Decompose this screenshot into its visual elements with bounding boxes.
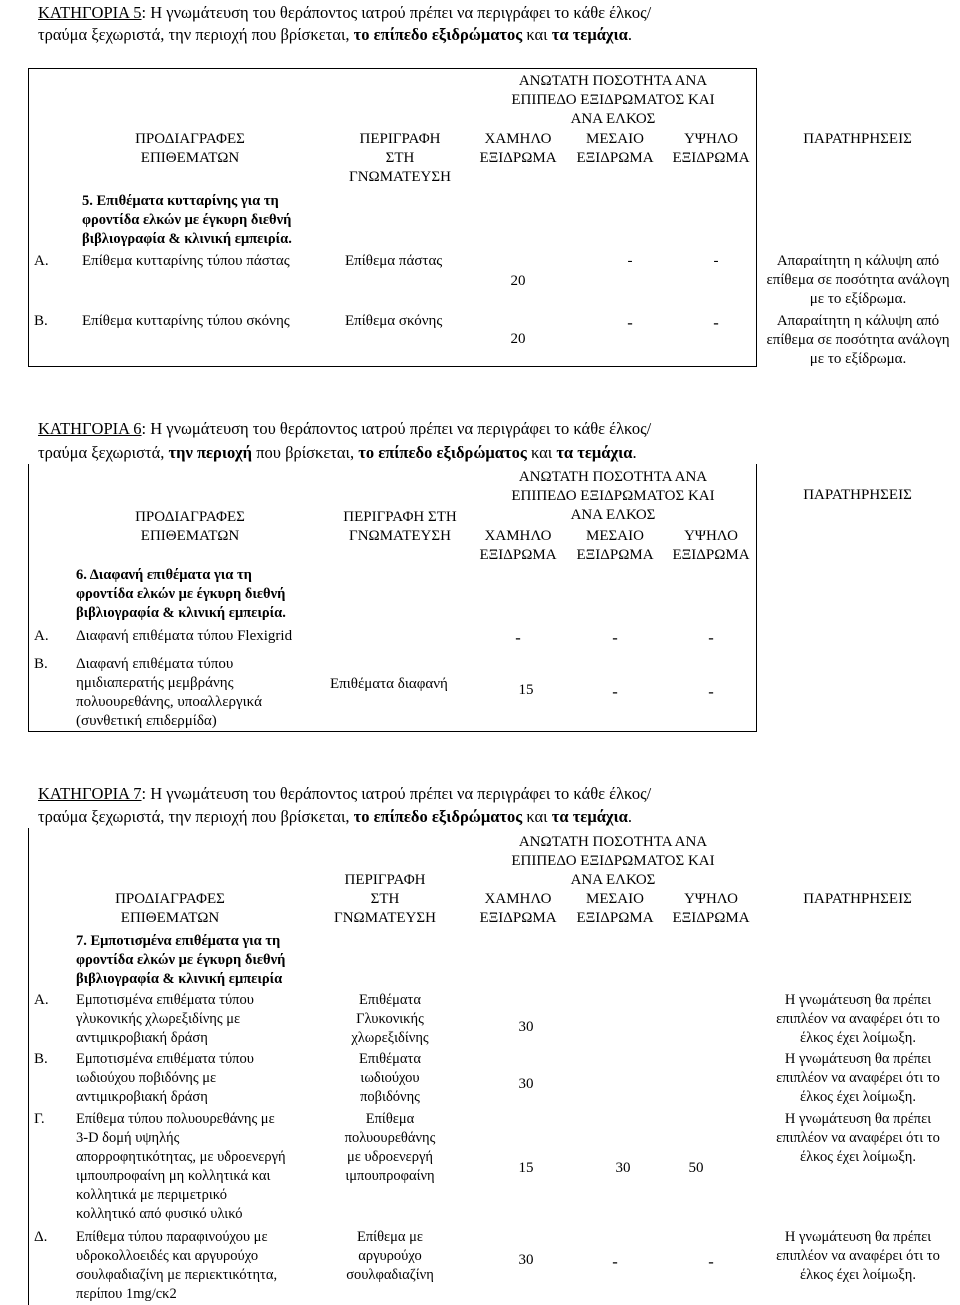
cat7-rowD-mid: - <box>612 1252 618 1271</box>
cat7-rowA-low: 30 <box>518 1019 534 1035</box>
cat7-desc-header: ΠΕΡΙΓΡΑΦΗ ΣΤΗ ΓΝΩΜΑΤΕΥΣΗ <box>334 872 436 926</box>
cat7-low-header: ΧΑΜΗΛΟ ΕΞΙΔΡΩΜΑ <box>479 891 557 926</box>
cat7-mid-header: ΜΕΣΑΙΟ ΕΞΙΔΡΩΜΑ <box>576 891 654 926</box>
cat7-rowB-spec: Εμποτισμένα επιθέματα τύπου ιωδιούχου ποβιδόνης με αντιμικροβιακή δράση <box>76 1051 254 1105</box>
cat7-rowC-low: 15 <box>518 1160 534 1176</box>
cat7-rowA-remarks: Η γνωμάτευση θα πρέπει επιπλέον να αναφέρει ότι το έλκος έχει λοίμωξη. <box>776 992 940 1046</box>
cat5-rowA-spec: Επίθεμα κυτταρίνης τύπου πάστας <box>82 253 290 269</box>
cat6-group: 6. Διαφανή επιθέματα για τη φροντίδα ελκών με έγκυρη διεθνή βιβλιογραφία & κλινική εμπειρία. <box>76 567 286 621</box>
cat7-rowC-remarks: Η γνωμάτευση θα πρέπει επιπλέον να αναφέρει ότι το έλκος έχει λοίμωξη. <box>776 1111 940 1165</box>
cat7-rowD-low: 30 <box>518 1252 534 1268</box>
cat6-low-header: ΧΑΜΗΛΟ ΕΞΙΔΡΩΜΑ <box>479 528 557 563</box>
cat7-rowB-letter: Β. <box>34 1051 48 1067</box>
cat6-rowA-spec: Διαφανή επιθέματα τύπου Flexigrid <box>76 628 293 644</box>
cat6-rowB-high: - <box>708 682 714 701</box>
cat5-heading: ΚΑΤΗΓΟΡΙΑ 5: Η γνωμάτευση του θεράποντος ιατρού πρέπει να περιγράφει το κάθε έλκος/ <box>38 3 652 22</box>
cat5-rowA-letter: Α. <box>34 253 49 269</box>
cat7-rowC-desc: Επίθεμα πολυουρεθάνης με υδροενεργή ιμπουπροφαίνη <box>344 1111 436 1184</box>
cat5-max-header: ΑΝΩΤΑΤΗ ΠΟΣΟΤΗΤΑ ΑΝΑ ΕΠΙΠΕΔΟ ΕΞΙΔΡΩΜΑΤΟΣ ΚΑΙ ΑΝΑ ΕΛΚΟΣ <box>511 73 715 127</box>
cat5-heading-line2: τραύμα ξεχωριστά, την περιοχή που βρίσκεται, το επίπεδο εξιδρώματος και τα τεμάχια. <box>38 25 632 44</box>
cat7-heading: ΚΑΤΗΓΟΡΙΑ 7: Η γνωμάτευση του θεράποντος ιατρού πρέπει να περιγράφει το κάθε έλκος/ <box>38 784 652 803</box>
cat7-max-header: ΑΝΩΤΑΤΗ ΠΟΣΟΤΗΤΑ ΑΝΑ ΕΠΙΠΕΔΟ ΕΞΙΔΡΩΜΑΤΟΣ ΚΑΙ ΑΝΑ ΕΛΚΟΣ <box>511 834 715 888</box>
cat5-rowA-low: 20 <box>510 273 526 289</box>
cat7-rowD-high: - <box>708 1252 714 1271</box>
cat5-rowA-mid: - <box>627 253 633 269</box>
cat7-group: 7. Εμποτισμένα επιθέματα για τη φροντίδα ελκών με έγκυρη διεθνή βιβλιογραφία & κλινική εμπειρία <box>76 933 286 987</box>
cat5-rowB-letter: Β. <box>34 313 48 329</box>
cat5-rowB-mid: - <box>627 313 633 332</box>
cat7-rowD-spec: Επίθεμα τύπου παραφινούχου με υδροκολλοειδές και αργυρούχο σουλφαδιαζίνη με περιεκτικότητα, περίπου 1mg/cκ2 <box>76 1229 278 1302</box>
cat7-heading-line2: τραύμα ξεχωριστά, την περιοχή που βρίσκεται, το επίπεδο εξιδρώματος και τα τεμάχια. <box>38 807 632 826</box>
cat5-spec-header: ΠΡΟΔΙΑΓΡΑΦΕΣ ΕΠΙΘΕΜΑΤΩΝ <box>135 131 245 166</box>
cat5-rowA-remarks: Απαραίτητη η κάλυψη από επίθεμα σε ποσότητα ανάλογη με το εξίδρωμα. <box>766 253 950 307</box>
cat6-rowB-letter: Β. <box>34 656 48 672</box>
cat7-rowB-desc: Επιθέματα ιωδιούχου ποβιδόνης <box>359 1051 421 1105</box>
cat5-rowA-desc: Επίθεμα πάστας <box>345 253 443 269</box>
cat7-rowC-high: 50 <box>688 1160 704 1176</box>
cat5-remarks-header: ΠΑΡΑΤΗΡΗΣΕΙΣ <box>803 131 912 147</box>
cat7-rowD-letter: Δ. <box>34 1229 48 1245</box>
cat6-rowB-mid: - <box>612 682 618 701</box>
cat7-spec-header: ΠΡΟΔΙΑΓΡΑΦΕΣ ΕΠΙΘΕΜΑΤΩΝ <box>115 891 225 926</box>
cat6-rowA-letter: Α. <box>34 628 49 644</box>
cat6-rowA-low: - <box>515 628 521 647</box>
cat7-rowC-mid: 30 <box>615 1160 631 1176</box>
cat5-rowB-desc: Επίθεμα σκόνης <box>345 313 443 329</box>
cat6-max-header: ΑΝΩΤΑΤΗ ΠΟΣΟΤΗΤΑ ΑΝΑ ΕΠΙΠΕΔΟ ΕΞΙΔΡΩΜΑΤΟΣ ΚΑΙ ΑΝΑ ΕΛΚΟΣ <box>511 469 715 523</box>
cat6-spec-header: ΠΡΟΔΙΑΓΡΑΦΕΣ ΕΠΙΘΕΜΑΤΩΝ <box>135 509 245 544</box>
cat5-high-header: ΥΨΗΛΟ ΕΞΙΔΡΩΜΑ <box>672 131 750 166</box>
cat5-rowB-low: 20 <box>510 331 526 347</box>
cat6-mid-header: ΜΕΣΑΙΟ ΕΞΙΔΡΩΜΑ <box>576 528 654 563</box>
cat6-rowB-desc: Επιθέματα διαφανή <box>330 676 448 692</box>
cat7-rowD-desc: Επίθεμα με αργυρούχο σουλφαδιαζίνη <box>346 1229 434 1283</box>
cat7-rowC-letter: Γ. <box>34 1111 45 1127</box>
cat6-rowA-mid: - <box>612 628 618 647</box>
cat7-rowB-low: 30 <box>518 1076 534 1092</box>
cat7-rowA-desc: Επιθέματα Γλυκονικής χλωρεξιδίνης <box>351 992 429 1046</box>
cat7-rowB-remarks: Η γνωμάτευση θα πρέπει επιπλέον να αναφέρει ότι το έλκος έχει λοίμωξη. <box>776 1051 940 1105</box>
cat5-mid-header: ΜΕΣΑΙΟ ΕΞΙΔΡΩΜΑ <box>576 131 654 166</box>
cat6-rowB-spec: Διαφανή επιθέματα τύπου ημιδιαπερατής μεμβράνης πολυουρεθάνης, υποαλλεργικά (συνθετική επιδερμίδα) <box>76 656 262 729</box>
cat5-rowB-remarks: Απαραίτητη η κάλυψη από επίθεμα σε ποσότητα ανάλογη με το εξίδρωμα. <box>766 313 950 367</box>
cat6-desc-header: ΠΕΡΙΓΡΑΦΗ ΣΤΗ ΓΝΩΜΑΤΕΥΣΗ <box>343 509 457 544</box>
cat6-heading-line2: τραύμα ξεχωριστά, την περιοχή που βρίσκεται, το επίπεδο εξιδρώματος και τα τεμάχια. <box>38 443 637 462</box>
cat6-high-header: ΥΨΗΛΟ ΕΞΙΔΡΩΜΑ <box>672 528 750 563</box>
cat7-rowA-letter: Α. <box>34 992 49 1008</box>
cat7-rowC-spec: Επίθεμα τύπου πολυουρεθάνης με 3-D δομή υψηλής απορροφητικότητας, με υδροενεργή ιμπουπροφαίνη μη κολλητικά και κολλητικά με περιμετρικό κολλητικό από φυσικό υλικό <box>76 1111 286 1222</box>
cat5-group: 5. Επιθέματα κυτταρίνης για τη φροντίδα ελκών με έγκυρη διεθνή βιβλιογραφία & κλινική εμπειρία. <box>82 193 292 247</box>
cat6-rowA-high: - <box>708 628 714 647</box>
cat7-rowA-spec: Εμποτισμένα επιθέματα τύπου γλυκονικής χλωρεξιδίνης με αντιμικροβιακή δράση <box>76 992 254 1046</box>
cat5-low-header: ΧΑΜΗΛΟ ΕΞΙΔΡΩΜΑ <box>479 131 557 166</box>
cat7-remarks-header: ΠΑΡΑΤΗΡΗΣΕΙΣ <box>803 891 912 907</box>
cat5-desc-header: ΠΕΡΙΓΡΑΦΗ ΣΤΗ ΓΝΩΜΑΤΕΥΣΗ <box>349 131 451 185</box>
cat7-high-header: ΥΨΗΛΟ ΕΞΙΔΡΩΜΑ <box>672 891 750 926</box>
cat5-rowB-spec: Επίθεμα κυτταρίνης τύπου σκόνης <box>82 313 290 329</box>
cat5-rowB-high: - <box>713 313 719 332</box>
cat7-rowD-remarks: Η γνωμάτευση θα πρέπει επιπλέον να αναφέρει ότι το έλκος έχει λοίμωξη. <box>776 1229 940 1283</box>
cat6-remarks-header: ΠΑΡΑΤΗΡΗΣΕΙΣ <box>803 487 912 503</box>
cat6-rowB-low: 15 <box>518 682 534 698</box>
cat5-rowA-high: - <box>713 253 719 269</box>
cat6-heading: ΚΑΤΗΓΟΡΙΑ 6: Η γνωμάτευση του θεράποντος ιατρού πρέπει να περιγράφει το κάθε έλκος/ <box>38 419 652 438</box>
